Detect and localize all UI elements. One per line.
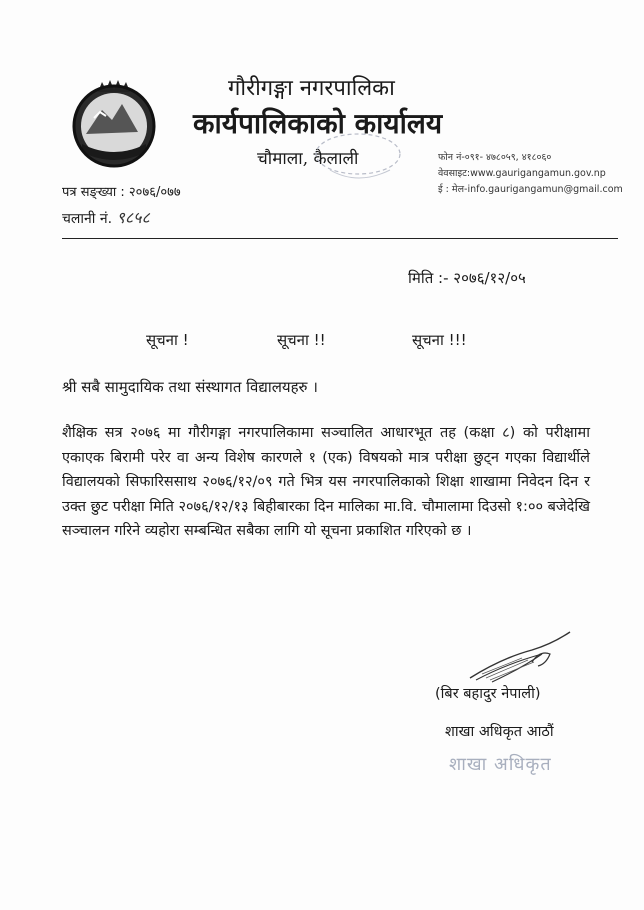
phone-number: फोन नं-०९१- ४७८०५९, ४१८०६०: [438, 152, 552, 163]
chalani-label: चलानी नं.: [62, 211, 113, 227]
office-title: कार्यपालिकाको कार्यालय: [193, 107, 443, 140]
letter-date: मिति :- २०७६/१२/०५: [408, 269, 526, 287]
signature-icon: [462, 628, 577, 688]
faded-stamp-icon: [310, 130, 410, 190]
municipality-name: गौरीगङ्गा नगरपालिका: [228, 76, 395, 101]
office-stamp: शाखा अधिकृत: [449, 754, 552, 775]
chalani-number-row: [62, 206, 150, 228]
nepal-emblem-icon: [64, 74, 164, 172]
signatory-name: (बिर बहादुर नेपाली): [435, 686, 541, 702]
chalani-number: ९८५८: [116, 208, 150, 227]
email-address: ई : मेल-info.gaurigangamun@gmail.com: [438, 184, 623, 195]
notice-heading-3: सूचना !!!: [412, 331, 467, 349]
signatory-title: शाखा अधिकृत आठौं: [445, 724, 554, 740]
office-location: चौमाला, कैलाली: [257, 149, 359, 169]
addressee: श्री सबै सामुदायिक तथा संस्थागत विद्यालयहरु ।: [62, 378, 318, 396]
contact-block: [438, 150, 623, 198]
notice-heading-2: सूचना !!: [277, 331, 326, 349]
website-url: वेवसाइट:www.gaurigangamun.gov.np: [438, 168, 606, 179]
notice-heading-1: सूचना !: [146, 331, 189, 349]
header-divider: [62, 238, 618, 239]
patra-sankhya: पत्र सङ्ख्या : २०७६/०७७: [62, 185, 181, 200]
notice-body: शैक्षिक सत्र २०७६ मा गौरीगङ्गा नगरपालिकामा सञ्चालित आधारभूत तह (कक्षा ८) को परीक्षामा एकाएक बिरामी परेर वा अन्य विशेष कारणले १ (एक) विषयको मात्र परीक्षा छुट्न गएका विद्यार्थीले विद्यालयको सिफारिससाथ २०७६/१२/०९ गते भित्र यस नगरपालिकाको शिक्षा शाखामा निवेदन दिन र उक्त छुट परीक्षा मिति २०७६/१२/१३ बिहीबारका दिन मालिका मा.वि. चौमालामा दिउसो १:०० बजेदेखि सञ्चालन गरिने व्यहोरा सम्बन्धित सबैका लागि यो सूचना प्रकाशित गरिएको छ ।: [62, 425, 590, 539]
